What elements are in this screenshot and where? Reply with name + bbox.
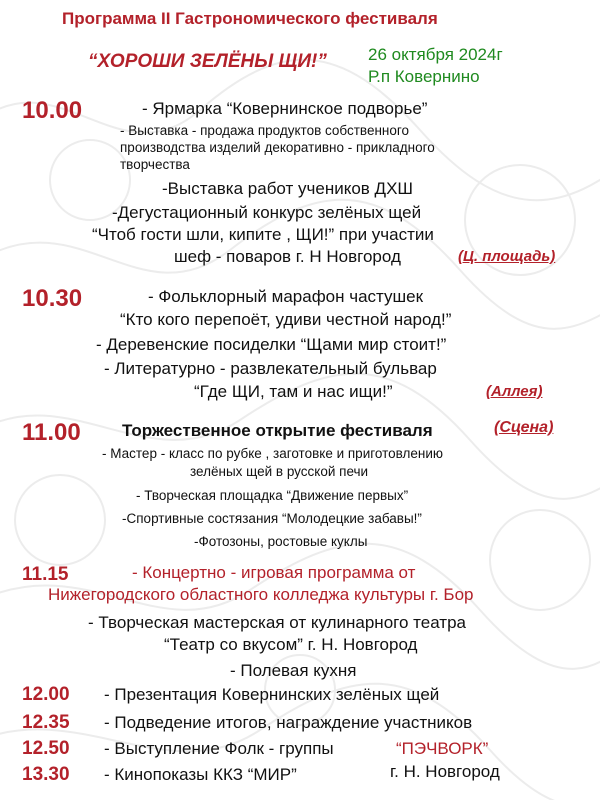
b1000-line3: творчества	[120, 157, 190, 172]
festival-date: 26 октября 2024г	[368, 45, 503, 64]
b1000-line5: -Дегустационный конкурс зелёных щей	[112, 203, 422, 222]
b1030-line4: - Литературно - развлекательный бульвар	[104, 359, 437, 378]
location-stage: (Сцена)	[494, 419, 554, 436]
b1100-title: Торжественное открытие фестиваля	[122, 421, 433, 440]
b1115-line2: Нижегородского областного колледжа культуры г. Бор	[48, 585, 474, 604]
time-1100: 11.00	[22, 419, 81, 446]
header-title: Программа II Гастрономического фестиваля	[62, 9, 438, 28]
festival-place: Р.п Ковернино	[368, 67, 480, 86]
b1100-line2: зелёных щей в русской печи	[190, 464, 369, 479]
b1100-line1: - Мастер - класс по рубке , заготовке и приготовлению	[102, 446, 443, 461]
time-1250: 12.50	[22, 738, 70, 759]
b1000-line4: -Выставка работ учеников ДХШ	[162, 179, 413, 198]
b1000-line2: производства изделий декоративно - прикладного	[120, 140, 435, 155]
time-1235: 12.35	[22, 712, 70, 733]
b1330-city: г. Н. Новгород	[390, 762, 500, 781]
b1330-text: - Кинопоказы ККЗ “МИР”	[104, 765, 297, 784]
b1115-line5: - Полевая кухня	[230, 661, 357, 680]
b1100-line3: - Творческая площадка “Движение первых”	[136, 488, 409, 503]
b1250-band-name: “ПЭЧВОРК”	[396, 739, 489, 758]
b1000-line6: “Чтоб гости шли, кипите , ЩИ!” при участии	[92, 225, 434, 244]
location-alley: (Аллея)	[486, 383, 543, 400]
time-1330: 13.30	[22, 764, 70, 785]
b1200-text: - Презентация Ковернинских зелёных щей	[104, 685, 440, 704]
b1000-title: - Ярмарка “Ковернинское подворье”	[142, 99, 428, 118]
b1115-line3: - Творческая мастерская от кулинарного театра	[88, 613, 466, 632]
b1030-line2: “Кто кого перепоёт, удиви честной народ!”	[120, 310, 452, 329]
b1250-text: - Выступление Фолк - группы	[104, 739, 334, 758]
b1000-line1: - Выставка - продажа продуктов собственного	[120, 123, 410, 138]
time-1000: 10.00	[22, 97, 83, 124]
b1000-line7: шеф - поваров г. Н Новгород	[174, 247, 401, 266]
b1030-line5: “Где ЩИ, там и нас ищи!”	[194, 382, 393, 401]
b1115-line4: “Театр со вкусом” г. Н. Новгород	[164, 635, 418, 654]
time-1200: 12.00	[22, 684, 70, 705]
b1030-line1: - Фольклорный марафон частушек	[148, 287, 424, 306]
time-1030: 10.30	[22, 285, 83, 312]
b1100-line4: -Спортивные состязания “Молодецкие забавы!”	[122, 511, 422, 526]
location-square: (Ц. площадь)	[458, 248, 556, 265]
b1235-text: - Подведение итогов, награждение участников	[104, 713, 473, 732]
b1115-line1: - Концертно - игровая программа от	[132, 563, 416, 582]
festival-name: “ХОРОШИ ЗЕЛЁНЫ ЩИ!”	[88, 51, 327, 72]
b1030-line3: - Деревенские посиделки “Щами мир стоит!”	[96, 335, 447, 354]
b1100-line5: -Фотозоны, ростовые куклы	[194, 534, 368, 549]
time-1115: 11.15	[22, 564, 69, 585]
